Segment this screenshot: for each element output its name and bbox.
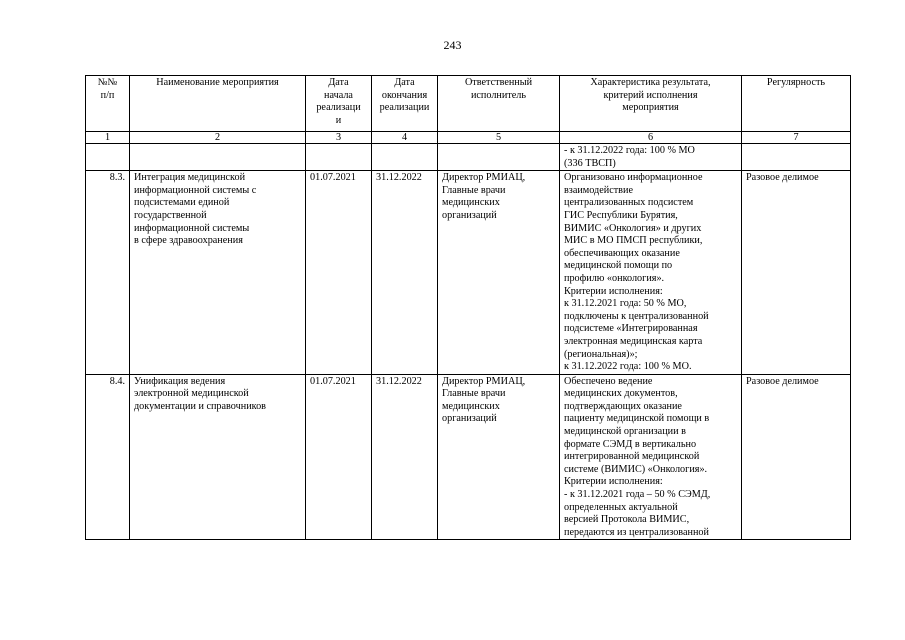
header-executor: Ответственный исполнитель <box>438 76 560 132</box>
header-regularity: Регулярность <box>742 76 851 132</box>
cell-executor: Директор РМИАЦ, Главные врачи медицинских организаций <box>438 171 560 375</box>
column-number: 6 <box>560 132 742 144</box>
cell-start-date: 01.07.2021 <box>306 171 372 375</box>
header-name: Наименование мероприятия <box>130 76 306 132</box>
header-result: Характеристика результата, критерий исполнения мероприятия <box>560 76 742 132</box>
column-number: 5 <box>438 132 560 144</box>
cell-regularity: Разовое делимое <box>742 171 851 375</box>
page-number: 243 <box>443 38 462 52</box>
cell-start-date: 01.07.2021 <box>306 374 372 540</box>
cell-end-date: 31.12.2022 <box>372 171 438 375</box>
column-number-row <box>86 132 851 144</box>
header-start-date: Дата начала реализаци и <box>306 76 372 132</box>
table-row <box>86 171 851 375</box>
cell-result: Обеспечено ведение медицинских документов, подтверждающих оказание пациенту медицинской помощи в медицинской организации в формате СЭМД в вертикально интегрированной медицинской системе (ВИМИС) «Онкология». Критерии исполнения: - к 31.12.2021 года – 50 % СЭМД, определенных актуальной версией Протокола ВИМИС, передаются из централизованной <box>560 374 742 540</box>
cell-executor: Директор РМИАЦ, Главные врачи медицинских организаций <box>438 374 560 540</box>
cell-name: Интеграция медицинской информационной системы с подсистемами единой государственной информационной системы в сфере здравоохранения <box>130 171 306 375</box>
cell-empty <box>742 144 851 171</box>
cell-name: Унификация ведения электронной медицинской документации и справочников <box>130 374 306 540</box>
column-number: 3 <box>306 132 372 144</box>
column-number: 4 <box>372 132 438 144</box>
cell-num: 8.3. <box>86 171 130 375</box>
header-end-date: Дата окончания реализации <box>372 76 438 132</box>
cell-result: Организовано информационное взаимодействие централизованных подсистем ГИС Республики Бурятия, ВИМИС «Онкология» и других МИС в МО ПМСП республики, обеспечивающих оказание медицинской помощи по профилю «онкология». Критерии исполнения: к 31.12.2021 года: 50 % МО, подключены к централизованной подсистеме «Интегрированная электронная медицинская карта (региональная)»; к 31.12.2022 года: 100 % МО. <box>560 171 742 375</box>
column-number: 7 <box>742 132 851 144</box>
cell-regularity: Разовое делимое <box>742 374 851 540</box>
cell-empty <box>438 144 560 171</box>
cell-end-date: 31.12.2022 <box>372 374 438 540</box>
column-number: 2 <box>130 132 306 144</box>
cell-empty <box>130 144 306 171</box>
table-row <box>86 374 851 540</box>
cell-empty <box>372 144 438 171</box>
continuation-row <box>86 144 851 171</box>
header-row <box>86 76 851 132</box>
column-number: 1 <box>86 132 130 144</box>
cell-result: - к 31.12.2022 года: 100 % МО (336 ТВСП) <box>560 144 742 171</box>
cell-num: 8.4. <box>86 374 130 540</box>
header-num: №№ п/п <box>86 76 130 132</box>
measures-table <box>85 75 851 540</box>
cell-empty <box>86 144 130 171</box>
cell-empty <box>306 144 372 171</box>
